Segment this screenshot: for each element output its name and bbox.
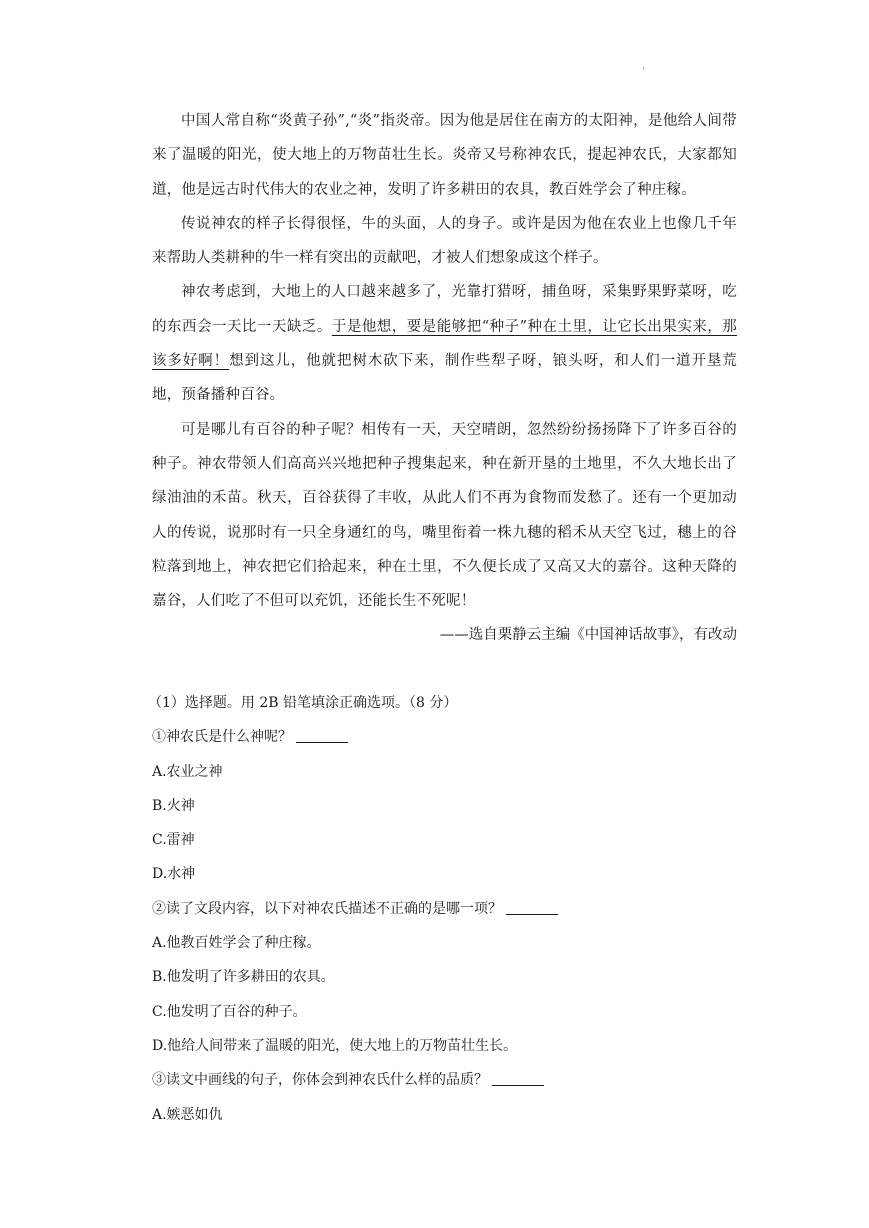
question-1-stem: ①神农氏是什么神呢？ bbox=[152, 729, 292, 746]
option-item: C.雷神 bbox=[152, 832, 195, 849]
question-3-stem: ③读文中画线的句子，你体会到神农氏什么样的品质？ bbox=[152, 1072, 488, 1089]
passage-paragraph-1: 中国人常自称“炎黄子孙”,“炎”指炎帝。因为他是居住在南方的太阳神，是他给人间带来了温暖的阳光，使大地上的万物苗壮生长。炎帝又号称神农氏，提起神农氏，大家都知道，他是远古时代伟大的农业之神，发明了许多耕田的农具，教百姓学会了种庄稼。 bbox=[152, 113, 737, 198]
option-item: A.嫉恶如仇 bbox=[152, 1106, 223, 1123]
option-item: A.农业之神 bbox=[152, 763, 223, 780]
question-2 bbox=[152, 892, 752, 926]
source-attribution: ——选自栗静云主编《中国神话故事》，有改动 bbox=[439, 627, 737, 644]
page-mark: . bbox=[642, 61, 646, 72]
question-2-stem: ②读了文段内容，以下对神农氏描述不正确的是哪一项？ bbox=[152, 900, 502, 917]
reading-passage bbox=[152, 104, 737, 653]
option-item: C.他发明了百谷的种子。 bbox=[152, 1003, 307, 1020]
section-header: （1）选择题。用 2B 铅笔填涂正确选项。（8 分） bbox=[148, 695, 458, 711]
passage-paragraph-3 bbox=[152, 275, 737, 412]
option-item: B.他发明了许多耕田的农具。 bbox=[152, 969, 335, 986]
question-3 bbox=[152, 1063, 752, 1097]
paragraph-3-opening: 神农考虑到，大地上的人口越来越多了，光靠打猎呀，捕鱼呀，采集野果野菜呀，吃的东西会一天比一天缺乏。 bbox=[152, 284, 737, 335]
underlined-sentence: 于是他想，要是能够把“种子”种在土里，让它长出果实来，那该多好啊！ bbox=[152, 318, 737, 370]
paragraph-3-closing: 想到这儿，他就把树木砍下来，制作些犁子呀，锒头呀，和人们一道开垦荒地，预备播种百谷。 bbox=[152, 353, 737, 404]
option-item: D.水神 bbox=[152, 866, 196, 883]
option-item: D.他给人间带来了温暖的阳光，使大地上的万物苗壮生长。 bbox=[152, 1037, 518, 1054]
answer-blank-3[interactable] bbox=[492, 1071, 544, 1086]
question-1 bbox=[152, 720, 752, 754]
passage-paragraph-4: 可是哪儿有百谷的种子呢？相传有一天，天空晴朗，忽然纷纷扬扬降下了许多百谷的种子。神农带领人们高高兴兴地把种子搜集起来，种在新开垦的土地里，不久大地长出了绿油油的禾苗。秋天，百谷获得了丰收，从此人们不再为食物而发愁了。还有一个更加动人的传说，说那时有一只全身通红的鸟，嘴里衔着一株九穗的稻禾从天空飞过，穗上的谷粒落到地上，神农把它们拾起来，种在土里，不久便长成了又高又大的嘉谷。这种天降的嘉谷，人们吃了不但可以充饥，还能长生不死呢！ bbox=[152, 421, 737, 610]
answer-blank-2[interactable] bbox=[506, 900, 558, 915]
answer-blank-1[interactable] bbox=[296, 728, 348, 743]
passage-paragraph-2: 传说神农的样子长得很怪，牛的头面，人的身子。或许是因为他在农业上也像几千年来帮助人类耕种的牛一样有突出的贡献吧，才被人们想象成这个样子。 bbox=[152, 215, 737, 267]
question-section bbox=[148, 686, 752, 1132]
option-item: B.火神 bbox=[152, 797, 195, 814]
option-item: A.他教百姓学会了种庄稼。 bbox=[152, 935, 321, 952]
